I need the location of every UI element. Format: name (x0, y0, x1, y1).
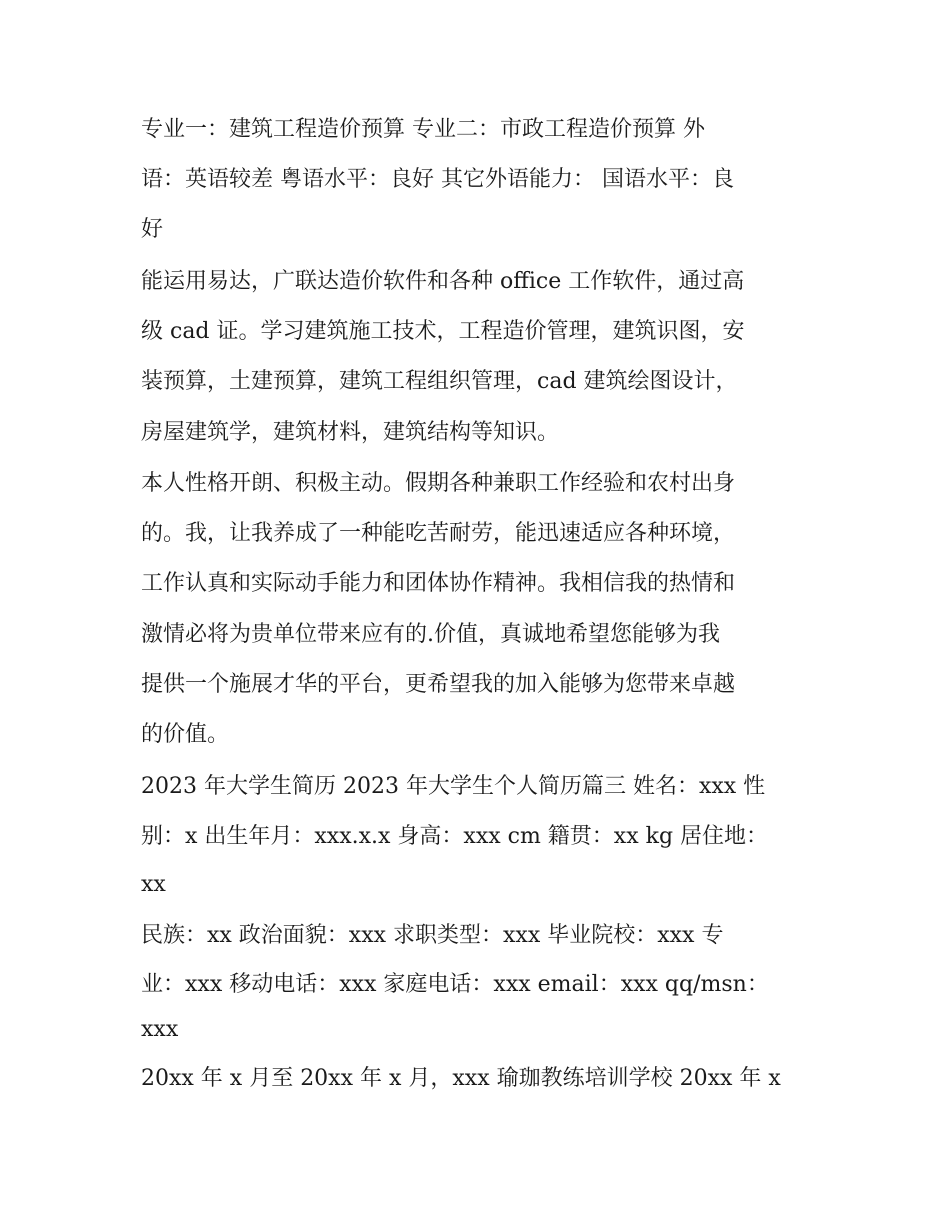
text-line: 装预算，土建预算，建筑工程组织管理，cad 建筑绘图设计， (141, 369, 738, 394)
text-line: xx (141, 872, 166, 897)
text-line: xxx (141, 1017, 179, 1042)
text-line: 激情必将为贵单位带来应有的.价值，真诚地希望您能够为我 (141, 622, 720, 647)
text-line: 语：英语较差 粤语水平：良好 其它外语能力： 国语水平：良 (141, 167, 734, 192)
text-line: 20xx 年 x 月至 20xx 年 x 月，xxx 瑜珈教练培训学校 20xx 年 x (141, 1066, 781, 1091)
text-line: 本人性格开朗、积极主动。假期各种兼职工作经验和农村出身 (141, 471, 736, 496)
text-line: 能运用易达，广联达造价软件和各种 office 工作软件，通过高 (141, 269, 745, 294)
text-line: 级 cad 证。学习建筑施工技术，工程造价管理，建筑识图，安 (141, 319, 745, 344)
text-line: 好 (141, 217, 164, 242)
text-line: 的。我，让我养成了一种能吃苦耐劳，能迅速适应各种环境， (141, 521, 736, 546)
text-line: 提供一个施展才华的平台，更希望我的加入能够为您带来卓越 (141, 672, 736, 697)
text-line: 业：xxx 移动电话：xxx 家庭电话：xxx email：xxx qq/msn： (141, 972, 769, 997)
text-line: 民族：xx 政治面貌：xxx 求职类型：xxx 毕业院校：xxx 专 (141, 923, 724, 948)
text-line: 房屋建筑学，建筑材料，建筑结构等知识。 (141, 420, 560, 445)
text-line: 的价值。 (141, 722, 230, 747)
text-line: 工作认真和实际动手能力和团体协作精神。我相信我的热情和 (141, 571, 736, 596)
text-line: 专业一：建筑工程造价预算 专业二：市政工程造价预算 外 (141, 117, 705, 142)
text-line: 2023 年大学生简历 2023 年大学生个人简历篇三 姓名：xxx 性 (141, 774, 766, 799)
text-line: 别：x 出生年月：xxx.x.x 身高：xxx cm 籍贯：xx kg 居住地： (141, 824, 769, 849)
